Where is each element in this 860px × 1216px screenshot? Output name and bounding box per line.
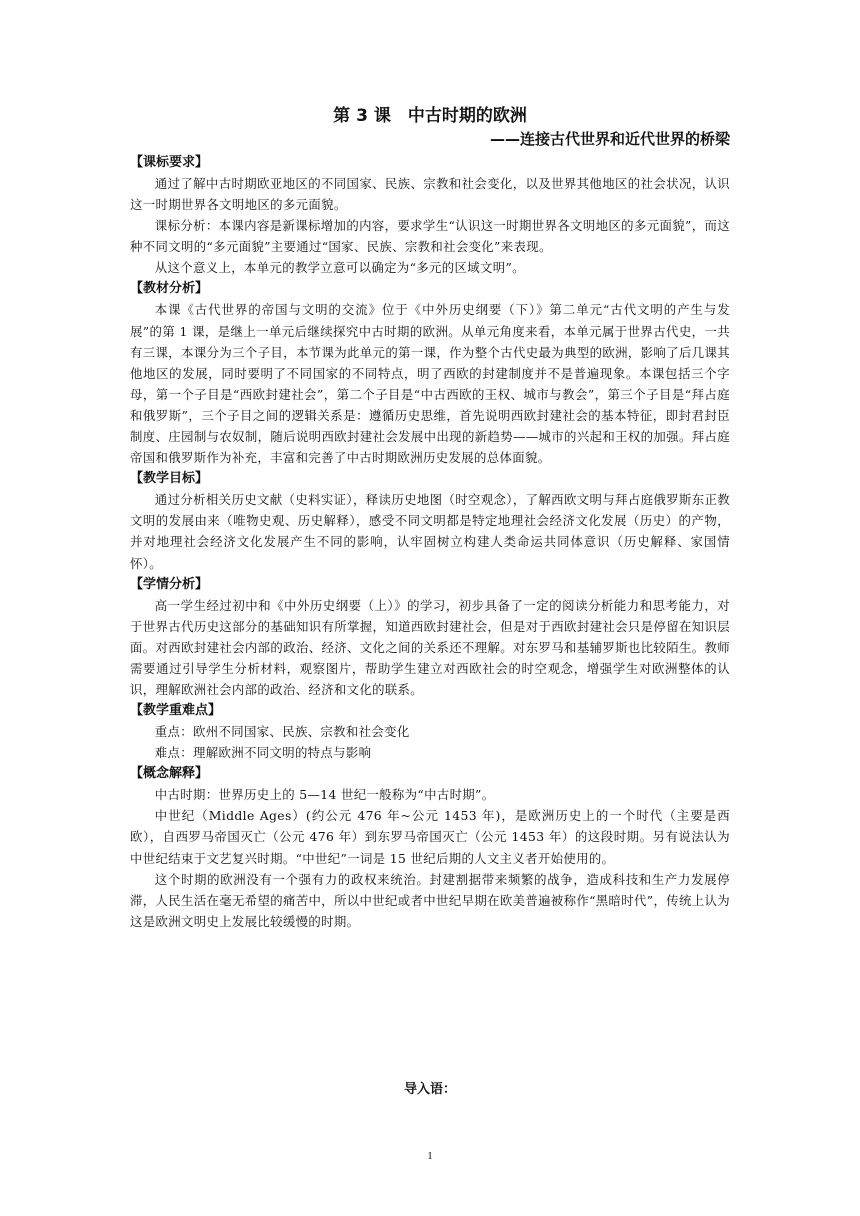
intro-label: 导入语： (403, 1082, 456, 1097)
page-number: 1 (427, 1150, 433, 1162)
paragraph: 从这个意义上，本单元的教学立意可以确定为“多元的区域文明”。 (154, 260, 525, 276)
paragraph: 通过分析相关历史文献（史料实证），释读历史地图（时空观念），了解西欧文明与拜占庭俄罗斯东正教文明的发展由来（唯物史观、历史解释），感受不同文明都是特定地理社会经济文化发展（历史）的产物，并对地理社会经济文化发展产生不同的影响，认牢固树立构建人类命运共同体意识（历史解释、家国情怀）。 (130, 492, 730, 571)
paragraph: 高一学生经过初中和《中外历史纲要（上）》的学习，初步具备了一定的阅读分析能力和思考能力，对于世界古代历史这部分的基础知识有所掌握，知道西欧封建社会，但是对于西欧封建社会只是停留在知识层面。对西欧封建社会内部的政治、经济、文化之间的关系还不理解。对东罗马和基辅罗斯也比较陌生。教师需要通过引导学生分析材料，观察图片，帮助学生建立对西欧社会的时空观念，增强学生对欧洲整体的认识，理解欧洲社会内部的政治、经济和文化的联系。 (130, 597, 730, 697)
lesson-subtitle: ——连接古代世界和近代世界的桥梁 (489, 130, 730, 148)
lesson-title: 第 3 课 中古时期的欧洲 (333, 106, 527, 126)
paragraph: 这个时期的欧洲没有一个强有力的政权来统治。封建割据带来频繁的战争，造成科技和生产力发展停滞，人民生活在毫无希望的痛苦中，所以中世纪或者中世纪早期在欧美普遍被称作“黑暗时代”，传统上认为这是欧洲文明史上发展比较缓慢的时期。 (130, 871, 730, 929)
paragraph: 重点：欧州不同国家、民族、宗教和社会变化 (154, 724, 410, 740)
section-heading-students: 【学情分析】 (130, 576, 209, 592)
section-heading-standards: 【课标要求】 (130, 155, 209, 170)
section-heading-key-points: 【教学重难点】 (130, 703, 222, 719)
paragraph: 中世纪（Middle Ages）(约公元 476 年~公元 1453 年)，是欧洲历史上的一个时代（主要是西欧），自西罗马帝国灭亡（公元 476 年）到东罗马帝国灭亡（公元 1453 年）的这段时期。另有说法认为中世纪结束于文艺复兴时期。“中世纪”一词是 15 世纪后期的人文主义者开始使用的。 (130, 808, 730, 866)
document-body (130, 104, 730, 932)
paragraph: 本课《古代世界的帝国与文明的交流》位于《中外历史纲要（下）》第二单元“古代文明的产生与发展”的第 1 课，是继上一单元后继续探究中古时期的欧洲。从单元角度来看，本单元属于世界古代史，一共有三课，本课分为三个子目，本节课为此单元的第一课，作为整个古代史最为典型的欧洲，影响了后几课其他地区的发展，同时要明了不同国家的不同特点，明了西欧的封建制度并不是普遍现象。本课包括三个字母，第一个子目是“西欧封建社会”，第二个子目是“中古西欧的王权、城市与教会”，第三个子目是“拜占庭和俄罗斯”，三个子目之间的逻辑关系是：遵循历史思维，首先说明西欧封建社会的基本特征，即封君封臣制度、庄园制与农奴制，随后说明西欧封建社会发展中出现的新趋势——城市的兴起和王权的加强。拜占庭帝国和俄罗斯作为补充，丰富和完善了中古时期欧洲历史发展的总体面貌。 (130, 302, 730, 466)
paragraph: 中古时期：世界历史上的 5—14 世纪一般称为“中古时期”。 (154, 787, 495, 803)
paragraph: 通过了解中古时期欧亚地区的不同国家、民族、宗教和社会变化，以及世界其他地区的社会状况，认识这一时期世界各文明地区的多元面貌。 (130, 176, 730, 213)
section-heading-textbook: 【教材分析】 (130, 281, 209, 297)
paragraph: 课标分析：本课内容是新课标增加的内容，要求学生“认识这一时期世界各文明地区的多元面貌”，而这种不同文明的“多元面貌”主要通过“国家、民族、宗教和社会变化”来表现。 (130, 218, 730, 255)
section-heading-concepts: 【概念解释】 (130, 766, 209, 782)
paragraph: 难点：理解欧洲不同文明的特点与影响 (154, 745, 372, 761)
section-heading-goals: 【教学目标】 (130, 471, 209, 487)
